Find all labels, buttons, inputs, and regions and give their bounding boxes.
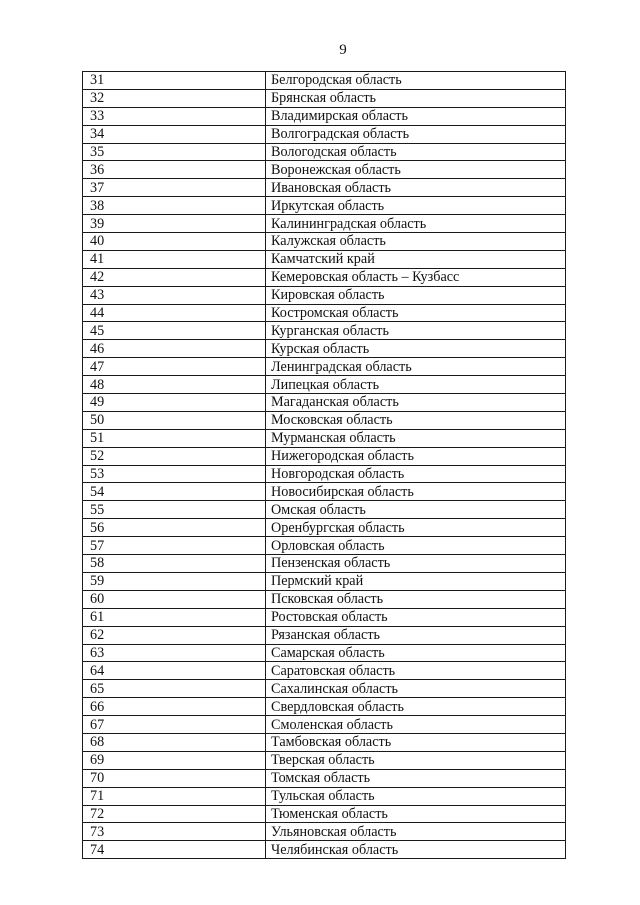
row-number-cell: 32 [83, 89, 266, 107]
table-row [83, 358, 566, 376]
row-number-cell: 49 [83, 394, 266, 412]
row-number-cell: 66 [83, 698, 266, 716]
row-number-cell: 46 [83, 340, 266, 358]
table-row [83, 89, 566, 107]
row-number-cell: 50 [83, 411, 266, 429]
row-number-cell: 40 [83, 233, 266, 251]
table-row [83, 769, 566, 787]
region-name-cell: Орловская область [266, 537, 566, 555]
row-number-cell: 68 [83, 733, 266, 751]
row-number-cell: 34 [83, 125, 266, 143]
region-name-cell: Ульяновская область [266, 823, 566, 841]
region-name-cell: Нижегородская область [266, 447, 566, 465]
table-row [83, 143, 566, 161]
region-name-cell: Челябинская область [266, 841, 566, 859]
row-number-cell: 36 [83, 161, 266, 179]
row-number-cell: 41 [83, 250, 266, 268]
row-number-cell: 64 [83, 662, 266, 680]
row-number-cell: 47 [83, 358, 266, 376]
table-row [83, 608, 566, 626]
row-number-cell: 42 [83, 268, 266, 286]
region-name-cell: Курская область [266, 340, 566, 358]
region-name-cell: Тюменская область [266, 805, 566, 823]
region-name-cell: Рязанская область [266, 626, 566, 644]
table-row [83, 733, 566, 751]
table-row [83, 787, 566, 805]
table-row [83, 501, 566, 519]
row-number-cell: 60 [83, 590, 266, 608]
region-name-cell: Белгородская область [266, 72, 566, 90]
table-row [83, 429, 566, 447]
table-row [83, 519, 566, 537]
row-number-cell: 67 [83, 716, 266, 734]
table-row [83, 286, 566, 304]
table-row [83, 751, 566, 769]
region-name-cell: Оренбургская область [266, 519, 566, 537]
region-name-cell: Омская область [266, 501, 566, 519]
row-number-cell: 58 [83, 555, 266, 573]
table-row [83, 680, 566, 698]
table-row [83, 698, 566, 716]
row-number-cell: 69 [83, 751, 266, 769]
region-name-cell: Кировская область [266, 286, 566, 304]
row-number-cell: 73 [83, 823, 266, 841]
region-name-cell: Иркутская область [266, 197, 566, 215]
row-number-cell: 48 [83, 376, 266, 394]
region-name-cell: Пензенская область [266, 555, 566, 573]
table-row [83, 161, 566, 179]
region-name-cell: Тамбовская область [266, 733, 566, 751]
table-row [83, 215, 566, 233]
region-name-cell: Новгородская область [266, 465, 566, 483]
region-name-cell: Камчатский край [266, 250, 566, 268]
row-number-cell: 33 [83, 107, 266, 125]
region-name-cell: Липецкая область [266, 376, 566, 394]
table-row [83, 572, 566, 590]
row-number-cell: 45 [83, 322, 266, 340]
region-name-cell: Кемеровская область – Кузбасс [266, 268, 566, 286]
row-number-cell: 55 [83, 501, 266, 519]
row-number-cell: 57 [83, 537, 266, 555]
region-name-cell: Московская область [266, 411, 566, 429]
table-row [83, 394, 566, 412]
region-name-cell: Костромская область [266, 304, 566, 322]
region-name-cell: Калужская область [266, 233, 566, 251]
region-name-cell: Саратовская область [266, 662, 566, 680]
row-number-cell: 39 [83, 215, 266, 233]
table-row [83, 376, 566, 394]
page-number: 9 [339, 42, 347, 58]
row-number-cell: 63 [83, 644, 266, 662]
row-number-cell: 38 [83, 197, 266, 215]
row-number-cell: 52 [83, 447, 266, 465]
row-number-cell: 54 [83, 483, 266, 501]
table-row [83, 555, 566, 573]
regions-table [82, 71, 566, 859]
table-row [83, 447, 566, 465]
region-name-cell: Томская область [266, 769, 566, 787]
row-number-cell: 62 [83, 626, 266, 644]
table-row [83, 626, 566, 644]
row-number-cell: 71 [83, 787, 266, 805]
table-row [83, 322, 566, 340]
region-name-cell: Новосибирская область [266, 483, 566, 501]
table-row [83, 662, 566, 680]
table-row [83, 197, 566, 215]
table-row [83, 233, 566, 251]
row-number-cell: 59 [83, 572, 266, 590]
table-row [83, 805, 566, 823]
table-row [83, 340, 566, 358]
row-number-cell: 44 [83, 304, 266, 322]
table-row [83, 72, 566, 90]
table-row [83, 590, 566, 608]
table-row [83, 107, 566, 125]
region-name-cell: Тверская область [266, 751, 566, 769]
row-number-cell: 37 [83, 179, 266, 197]
table-row [83, 483, 566, 501]
region-name-cell: Ивановская область [266, 179, 566, 197]
region-name-cell: Тульская область [266, 787, 566, 805]
region-name-cell: Мурманская область [266, 429, 566, 447]
regions-table-body [83, 72, 566, 859]
table-row [83, 250, 566, 268]
table-row [83, 644, 566, 662]
row-number-cell: 70 [83, 769, 266, 787]
region-name-cell: Брянская область [266, 89, 566, 107]
region-name-cell: Калининградская область [266, 215, 566, 233]
row-number-cell: 35 [83, 143, 266, 161]
row-number-cell: 31 [83, 72, 266, 90]
table-row [83, 179, 566, 197]
table-row [83, 537, 566, 555]
row-number-cell: 74 [83, 841, 266, 859]
region-name-cell: Псковская область [266, 590, 566, 608]
row-number-cell: 43 [83, 286, 266, 304]
region-name-cell: Сахалинская область [266, 680, 566, 698]
row-number-cell: 61 [83, 608, 266, 626]
table-row [83, 841, 566, 859]
table-row [83, 716, 566, 734]
region-name-cell: Свердловская область [266, 698, 566, 716]
table-row [83, 125, 566, 143]
table-row [83, 304, 566, 322]
region-name-cell: Ростовская область [266, 608, 566, 626]
region-name-cell: Самарская область [266, 644, 566, 662]
region-name-cell: Волгоградская область [266, 125, 566, 143]
region-name-cell: Вологодская область [266, 143, 566, 161]
region-name-cell: Пермский край [266, 572, 566, 590]
region-name-cell: Смоленская область [266, 716, 566, 734]
row-number-cell: 51 [83, 429, 266, 447]
region-name-cell: Курганская область [266, 322, 566, 340]
row-number-cell: 72 [83, 805, 266, 823]
region-name-cell: Магаданская область [266, 394, 566, 412]
table-row [83, 465, 566, 483]
region-name-cell: Владимирская область [266, 107, 566, 125]
row-number-cell: 65 [83, 680, 266, 698]
table-row [83, 268, 566, 286]
row-number-cell: 56 [83, 519, 266, 537]
table-row [83, 823, 566, 841]
region-name-cell: Воронежская область [266, 161, 566, 179]
row-number-cell: 53 [83, 465, 266, 483]
table-row [83, 411, 566, 429]
region-name-cell: Ленинградская область [266, 358, 566, 376]
